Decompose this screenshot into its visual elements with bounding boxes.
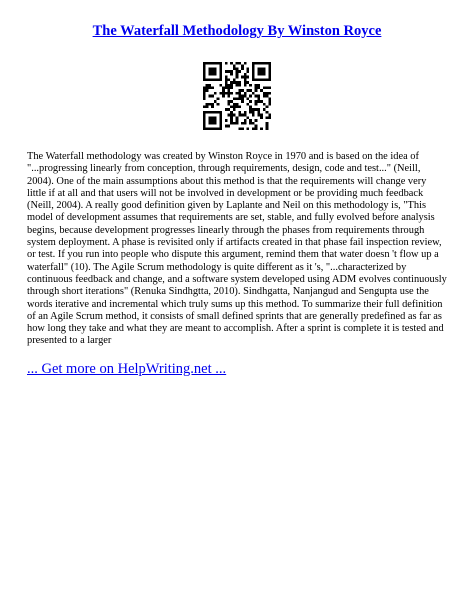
document-title[interactable]: The Waterfall Methodology By Winston Royce	[92, 23, 382, 39]
qr-code-icon	[203, 62, 271, 130]
get-more-link[interactable]: ... Get more on HelpWriting.net ...	[27, 361, 227, 377]
document-body: The Waterfall methodology was created by Winston Royce in 1970 and is based on the idea of "...progressing linearly from conception, through requirements, design, code and test..." (Neill, 2004). One of the main assumptions about this method is that the requirements will change very little if at all and that users will not be involved in development or be providing much feedback (Neill, 2004). A really good definition given by Laplante and Neil on this methodology is, "This model of development assumes that requirements are set, stable, and fully evolved before analysis begins, because development progresses linearly through the phases from requirements through system deployment. A phase is revisited only if artifacts created in that phase fail inspection review, or test. If you run into people who dispute this argument, remind them that water doesn 't flow up a waterfall" (10). The Agile Scrum methodology is quite different as it 's, "...characterized by continuous feedback and change, and a software system developed using ADM evolves continuously through short iterations" (Renuka Sindhgtta, 2010). Sindhgatta, Nanjangud and Sengupta use the words iterative and incremental which truly sums up this method. To summarize their full definition of an Agile Scrum method, it consists of small defined sprints that are generally predefined as far as how long they take and what they are meant to accomplish. After a sprint is complete it is tested and presented to a larger	[27, 151, 447, 347]
